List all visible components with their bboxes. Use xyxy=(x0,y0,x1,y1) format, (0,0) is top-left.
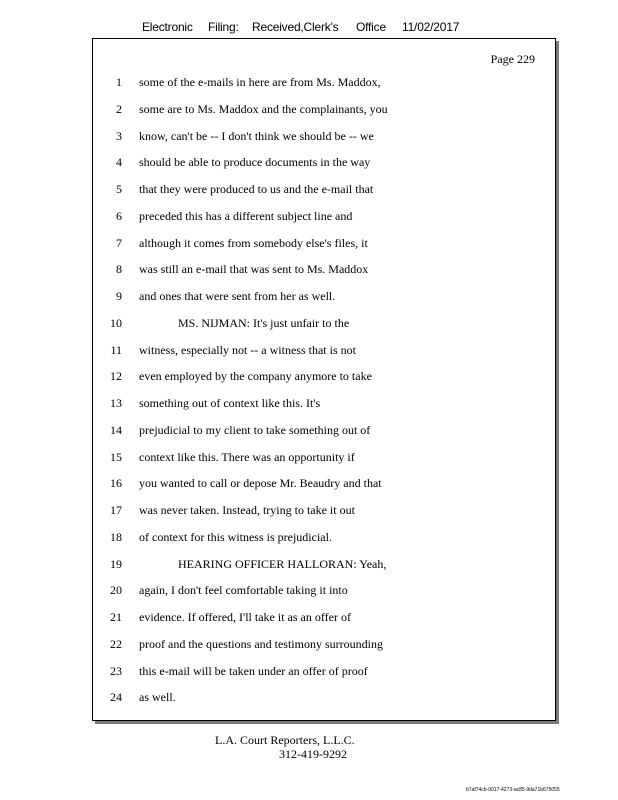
footer-phone: 312-419-9292 xyxy=(279,747,347,761)
page-number: Page 229 xyxy=(490,52,535,66)
line-number: 21 xyxy=(110,610,122,624)
line-text: MS. NIJMAN: It's just unfair to the xyxy=(178,315,350,330)
footer-company: L.A. Court Reporters, L.L.C. xyxy=(215,733,355,747)
line-number: 24 xyxy=(110,690,122,705)
line-number: 23 xyxy=(110,663,122,678)
line-number: 13 xyxy=(110,396,122,410)
line-number: 18 xyxy=(110,529,122,544)
line-number: 20 xyxy=(110,583,122,598)
line-text: although it comes from somebody else's files, it xyxy=(139,235,368,250)
line-text: and ones that were sent from her as well. xyxy=(139,289,336,303)
line-text: witness, especially not -- a witness that is not xyxy=(139,342,356,357)
line-number: 17 xyxy=(110,503,122,517)
line-text: HEARING OFFICER HALLORAN: Yeah, xyxy=(178,556,387,571)
line-text: was never taken. Instead, trying to take it out xyxy=(139,503,355,517)
line-text: context like this. There was an opportunity if xyxy=(139,449,355,464)
line-text: proof and the questions and testimony surrounding xyxy=(139,636,383,651)
line-text: you wanted to call or depose Mr. Beaudry and that xyxy=(139,476,382,491)
line-number: 7 xyxy=(116,235,122,250)
line-number: 6 xyxy=(116,208,122,223)
filing-header-office: Office xyxy=(356,20,386,34)
line-number: 4 xyxy=(116,155,122,170)
line-number: 9 xyxy=(116,289,122,303)
filing-header-filing: Filing: xyxy=(208,20,239,34)
line-text: again, I don't feel comfortable taking it into xyxy=(139,583,348,598)
line-number: 8 xyxy=(116,262,122,277)
line-text: this e-mail will be taken under an offer of proof xyxy=(139,663,368,678)
line-text: some of the e-mails in here are from Ms. Maddox, xyxy=(139,75,381,89)
line-text: as well. xyxy=(139,690,176,705)
line-number: 12 xyxy=(110,369,122,384)
line-text: even employed by the company anymore to take xyxy=(139,369,372,384)
line-text: was still an e-mail that was sent to Ms. Maddox xyxy=(139,262,369,277)
line-number: 2 xyxy=(116,101,122,116)
line-number: 22 xyxy=(110,636,122,651)
line-text: evidence. If offered, I'll take it as an offer of xyxy=(139,610,351,624)
line-number: 11 xyxy=(110,342,122,357)
line-text: some are to Ms. Maddox and the complainants, you xyxy=(139,101,388,116)
line-number: 15 xyxy=(110,449,122,464)
line-text: prejudicial to my client to take something out of xyxy=(139,422,371,437)
filing-header-received: Received,Clerk's xyxy=(252,20,339,34)
line-text: preceded this has a different subject line and xyxy=(139,208,353,223)
transcript-page xyxy=(92,38,556,721)
line-text: of context for this witness is prejudicial. xyxy=(139,529,332,544)
filing-header-date: 11/02/2017 xyxy=(402,20,460,34)
line-text: know, can't be -- I don't think we should be -- we xyxy=(139,128,374,143)
line-number: 3 xyxy=(116,128,122,143)
line-text: that they were produced to us and the e-mail that xyxy=(139,182,374,196)
document-id: b7af74cb-0017-4273-ac85-9da71b675055 xyxy=(466,787,560,793)
line-number: 5 xyxy=(116,182,122,196)
line-number: 14 xyxy=(110,422,122,437)
line-number: 19 xyxy=(110,556,122,571)
line-number: 16 xyxy=(110,476,122,491)
line-number: 10 xyxy=(110,315,122,330)
filing-header-electronic: Electronic xyxy=(142,20,193,34)
line-text: something out of context like this. It's xyxy=(139,396,321,410)
line-text: should be able to produce documents in the way xyxy=(139,155,371,170)
filing-header xyxy=(142,20,459,34)
line-number: 1 xyxy=(116,75,122,89)
